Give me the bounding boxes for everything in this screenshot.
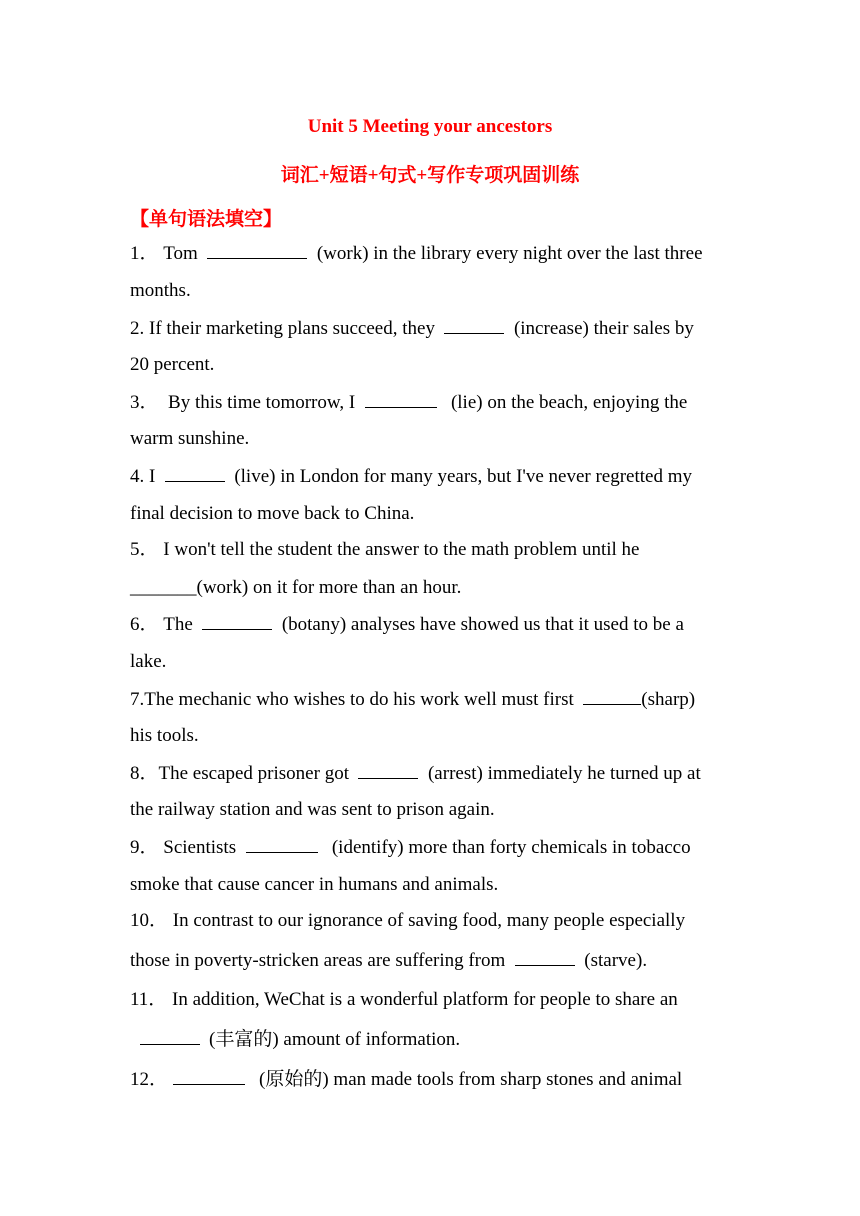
question-4-line-1 [130, 463, 730, 489]
question-11-line-1 [130, 987, 730, 1013]
question-11-line-2 [130, 1026, 730, 1052]
question-8-line-2: the railway station and was sent to prison again. [130, 799, 495, 820]
question-10-text: In contrast to our ignorance of saving food, many people especially [172, 910, 686, 931]
answer-blank-2[interactable] [444, 315, 504, 334]
question-4-text: I [149, 466, 156, 487]
answer-blank-11[interactable] [140, 1026, 200, 1045]
question-1-text: Tom [163, 243, 198, 264]
answer-blank-3[interactable] [365, 389, 437, 408]
document-subtitle: 词汇+短语+句式+写作专项巩固训练 [280, 165, 580, 186]
question-2-number: 2. [130, 318, 145, 339]
question-11-text: In addition, WeChat is a wonderful platform for people to share an [172, 989, 678, 1010]
answer-blank-12[interactable] [173, 1066, 245, 1085]
question-2-text: If their marketing plans succeed, they [149, 318, 435, 339]
question-5-number: 5． [130, 539, 159, 560]
question-3-text-2: (lie) on the beach, enjoying the [450, 392, 688, 413]
question-10-line-2 [130, 947, 730, 973]
document-title: Unit 5 Meeting your ancestors [307, 116, 553, 137]
answer-blank-8[interactable] [358, 760, 418, 779]
question-9-line-1 [130, 834, 730, 860]
answer-blank-6[interactable] [202, 611, 272, 630]
question-3-line-2: warm sunshine. [130, 428, 250, 449]
question-1-line-2: months. [130, 280, 191, 301]
question-11-text-2: (丰富的) amount of information. [209, 1029, 461, 1050]
question-6-number: 6． [130, 614, 159, 635]
question-8-line-1 [130, 760, 730, 786]
question-4-line-2: final decision to move back to China. [130, 503, 415, 524]
question-1-number: 1． [130, 243, 159, 264]
question-4-text-2: (live) in London for many years, but I've never regretted my [234, 466, 693, 487]
question-11-number: 11． [130, 989, 168, 1010]
question-10-line-1 [130, 908, 730, 934]
question-6-text-2: (botany) analyses have showed us that it used to be a [281, 614, 684, 635]
question-7-number: 7. [130, 689, 145, 710]
question-1-line-1 [130, 240, 730, 266]
question-5-text: I won't tell the student the answer to the math problem until he [163, 539, 640, 560]
question-12-line-1 [130, 1066, 730, 1092]
question-5-line-1 [130, 537, 730, 563]
question-10-text-2: those in poverty-stricken areas are suffering from [130, 950, 506, 971]
answer-blank-4[interactable] [165, 463, 225, 482]
question-10-number: 10． [130, 910, 169, 931]
question-9-text: Scientists [163, 837, 237, 858]
question-7-line-1 [130, 686, 730, 712]
question-3-number: 3． [130, 392, 159, 413]
question-3-line-1 [130, 389, 730, 415]
question-12-number: 12． [130, 1069, 169, 1090]
answer-blank-1[interactable] [207, 240, 307, 259]
answer-blank-9[interactable] [246, 834, 318, 853]
answer-blank-10[interactable] [515, 947, 575, 966]
answer-blank-7[interactable] [583, 686, 641, 705]
question-2-line-1 [130, 315, 730, 341]
question-12-text: (原始的) man made tools from sharp stones and animal [259, 1069, 683, 1090]
question-6-line-1 [130, 611, 730, 637]
question-6-text: The [163, 614, 193, 635]
question-6-line-2: lake. [130, 651, 167, 672]
question-8-text-2: (arrest) immediately he turned up at [427, 763, 701, 784]
question-9-text-2: (identify) more than forty chemicals in tobacco [331, 837, 691, 858]
question-7-text: The mechanic who wishes to do his work well must first [144, 689, 574, 710]
question-10-text-3: (starve). [584, 950, 648, 971]
question-2-line-2: 20 percent. [130, 354, 215, 375]
question-8-number: 8． [130, 763, 159, 784]
question-2-text-2: (increase) their sales by [513, 318, 694, 339]
question-5-line-2: _______(work) on it for more than an hour. [130, 577, 462, 598]
question-7-line-2: his tools. [130, 725, 199, 746]
question-4-number: 4. [130, 466, 145, 487]
section-heading: 【单句语法填空】 [130, 209, 283, 230]
question-7-text-2: (sharp) [641, 689, 696, 710]
question-3-text: By this time tomorrow, I [168, 392, 356, 413]
question-9-line-2: smoke that cause cancer in humans and animals. [130, 874, 499, 895]
question-1-text-2: (work) in the library every night over the last three [316, 243, 703, 264]
question-9-number: 9． [130, 837, 159, 858]
question-8-text: The escaped prisoner got [158, 763, 349, 784]
